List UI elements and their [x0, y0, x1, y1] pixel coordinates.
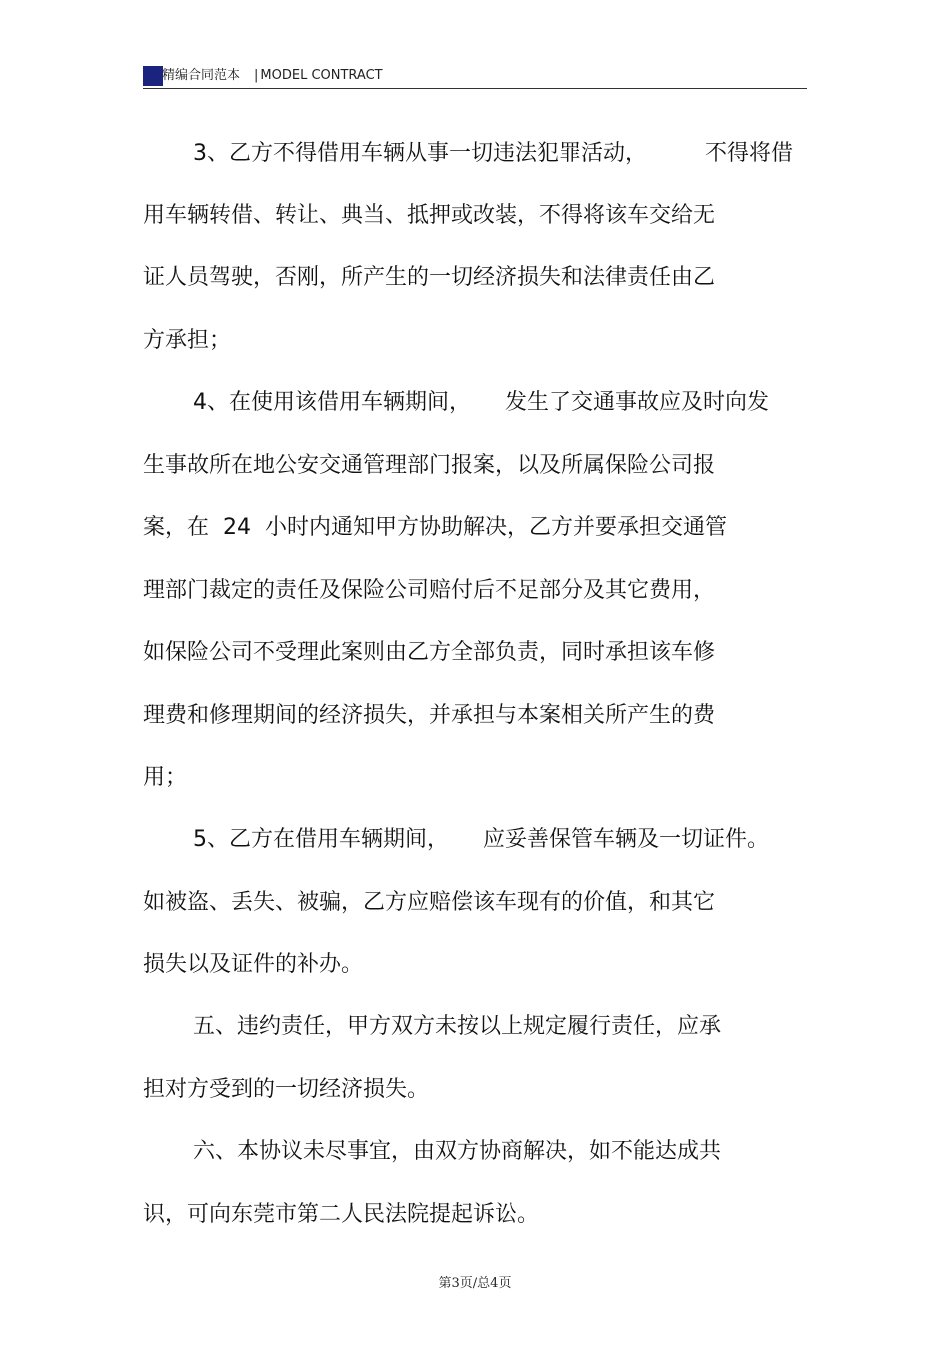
page-footer — [0, 1276, 950, 1292]
body-line: 五、违约责任，甲方双方未按以上规定履行责任，应承 — [193, 1014, 722, 1039]
page-header — [143, 62, 807, 88]
body-line: 4、在使用该借用车辆期间， 发生了交通事故应及时向发 — [193, 390, 770, 415]
header-separator: | — [254, 68, 259, 83]
header-rule — [143, 88, 807, 89]
body-line: 如被盗、丢失、被骗，乙方应赔偿该车现有的价值，和其它 — [143, 890, 716, 915]
header-logo-block — [143, 66, 163, 86]
header-text — [162, 68, 383, 84]
body-line: 方承担； — [143, 328, 232, 353]
body-line: 案，在 24 小时内通知甲方协助解决，乙方并要承担交通管 — [143, 515, 727, 540]
body-line: 识，可向东莞市第二人民法院提起诉讼。 — [143, 1202, 540, 1227]
body-line: 用； — [143, 765, 188, 790]
body-line: 证人员驾驶，否刚，所产生的一切经济损失和法律责任由乙 — [143, 265, 716, 290]
body-line: 5、乙方在借用车辆期间， 应妥善保管车辆及一切证件。 — [193, 827, 770, 852]
body-line: 损失以及证件的补办。 — [143, 952, 364, 977]
body-line: 如保险公司不受理此案则由乙方全部负责，同时承担该车修 — [143, 640, 716, 665]
body-line: 担对方受到的一切经济损失。 — [143, 1077, 430, 1102]
body-line: 生事故所在地公安交通管理部门报案，以及所属保险公司报 — [143, 453, 716, 478]
body-line: 理部门裁定的责任及保险公司赔付后不足部分及其它费用， — [143, 578, 716, 603]
body-line: 用车辆转借、转让、典当、抵押或改装，不得将该车交给无 — [143, 203, 716, 228]
body-line: 六、本协议未尽事宜，由双方协商解决，如不能达成共 — [193, 1139, 722, 1164]
page-number-label: 第3页/总4页 — [438, 1276, 512, 1291]
header-title-cn: 精编合同范本 — [162, 68, 241, 83]
body-line: 理费和修理期间的经济损失，并承担与本案相关所产生的费 — [143, 703, 716, 728]
body-line: 3、乙方不得借用车辆从事一切违法犯罪活动， 不得将借 — [193, 141, 794, 166]
header-title-en: MODEL CONTRACT — [260, 68, 383, 83]
